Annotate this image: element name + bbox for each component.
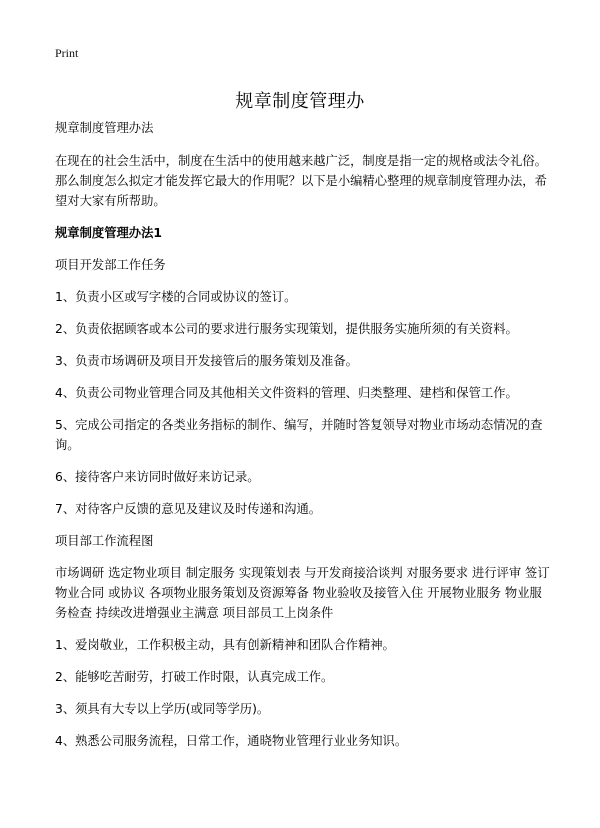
document-body bbox=[55, 118, 552, 763]
section-heading: 规章制度管理办法1 bbox=[55, 226, 162, 240]
list-item: 7、对待客户反馈的意见及建议及时传递和沟通。 bbox=[55, 502, 322, 516]
flow-paragraph: 市场调研 选定物业项目 制定服务 实现策划表 与开发商接洽谈判 对服务要求 进行评审 签订物业合同 或协议 各项物业服务策划及资源筹备 物业验收及接管入住 开展物业服务 物业服务检查 持续改进增强业主满意 项目部员工上岗条件 bbox=[55, 566, 550, 620]
list-item: 1、负责小区或写字楼的合同或协议的签订。 bbox=[55, 290, 297, 304]
list-item: 3、负责市场调研及项目开发接管后的服务策划及准备。 bbox=[55, 354, 358, 368]
document-subtitle: 规章制度管理办法 bbox=[55, 121, 154, 135]
intro-paragraph: 在现在的社会生活中，制度在生活中的使用越来越广泛，制度是指一定的规格或法令礼俗。那么制度怎么拟定才能发挥它最大的作用呢？以下是小编精心整理的规章制度管理办法，希望对大家有所帮助。 bbox=[55, 154, 547, 208]
print-label: Print bbox=[55, 46, 79, 60]
list-item: 2、负责依据顾客或本公司的要求进行服务实现策划，提供服务实施所须的有关资料。 bbox=[55, 322, 518, 336]
document-title: 规章制度管理办 bbox=[235, 91, 365, 113]
list-item: 3、须具有大专以上学历(或同等学历)。 bbox=[55, 702, 270, 716]
list-item: 5、完成公司指定的各类业务指标的制作、编写，并随时答复领导对物业市场动态情况的查询。 bbox=[55, 418, 543, 452]
list-item: 6、接待客户来访同时做好来访记录。 bbox=[55, 470, 260, 484]
part-heading-tasks: 项目开发部工作任务 bbox=[55, 258, 166, 272]
list-item: 2、能够吃苦耐劳，打破工作时限，认真完成工作。 bbox=[55, 670, 334, 684]
list-item: 1、爱岗敬业，工作积极主动，具有创新精神和团队合作精神。 bbox=[55, 638, 395, 652]
list-item: 4、负责公司物业管理合同及其他相关文件资料的管理、归类整理、建档和保管工作。 bbox=[55, 386, 518, 400]
part-heading-flow: 项目部工作流程图 bbox=[55, 534, 154, 548]
list-item: 4、熟悉公司服务流程，日常工作，通晓物业管理行业业务知识。 bbox=[55, 734, 408, 748]
